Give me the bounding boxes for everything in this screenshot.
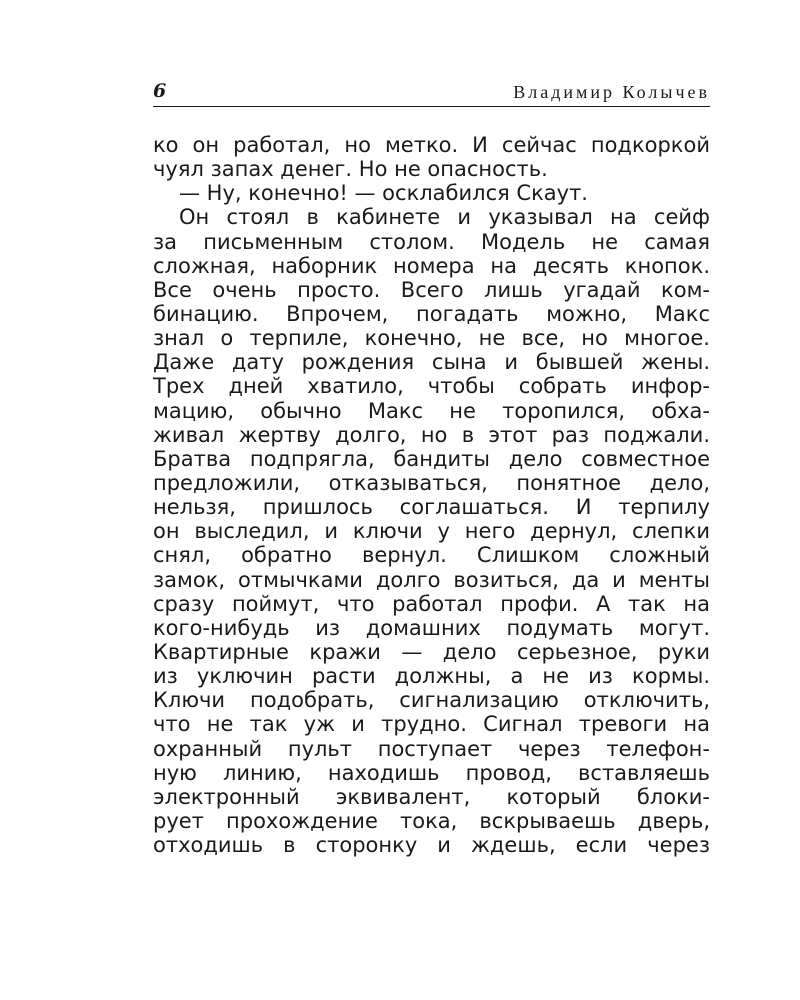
running-head [153, 80, 710, 106]
text-line: ко он работал, но метко. И сейчас подкоркой [153, 133, 710, 157]
text-line: сложная, наборник номера на десять кнопок. [153, 253, 710, 278]
text-line: он выследил, и ключи у него дернул, слепки [153, 519, 710, 544]
text-line: Все очень просто. Всего лишь угадай ком- [153, 277, 710, 302]
text-line: живал жертву долго, но в этот раз поджали. [153, 422, 710, 447]
paragraph [153, 133, 710, 181]
text-line: охранный пульт поступает через телефон- [153, 736, 710, 761]
text-line: знал о терпиле, конечно, не все, но многое. [153, 326, 710, 351]
text-line: сразу поймут, что работал профи. А так на [153, 591, 710, 616]
header-rule [153, 106, 710, 107]
text-line: Трех дней хватило, чтобы собрать инфор- [153, 374, 710, 399]
text-line: кого-нибудь из домашних подумать могут. [153, 615, 710, 640]
text-line: Братва подпрягла, бандиты дело совместное [153, 446, 710, 471]
text-line: нельзя, пришлось соглашаться. И терпилу [153, 495, 710, 520]
text-line: Ключи подобрать, сигнализацию отключить, [153, 688, 710, 713]
text-line: за письменным столом. Модель не самая [153, 229, 710, 254]
text-line: отходишь в сторонку и ждешь, если через [153, 833, 710, 858]
text-line: замок, отмычками долго возиться, да и менты [153, 567, 710, 592]
text-line: ную линию, находишь провод, вставляешь [153, 760, 710, 785]
text-line: — Ну, конечно! — осклабился Скаут. [179, 181, 588, 206]
text-line: предложили, отказываться, понятное дело, [153, 470, 710, 495]
text-line: электронный эквивалент, который блоки- [153, 784, 710, 809]
text-line: бинацию. Впрочем, погадать можно, Макс [153, 301, 710, 326]
text-line: Квартирные кражи — дело серьезное, руки [153, 639, 710, 664]
text-line: чуял запах денег. Но не опасность. [153, 157, 548, 182]
page-number: 6 [153, 80, 167, 102]
paragraph [153, 181, 710, 205]
text-line: снял, обратно вернул. Слишком сложный [153, 543, 710, 568]
text-line: Он стоял в кабинете и указывал на сейф [179, 205, 710, 230]
book-author: Владимир Колычев [513, 82, 710, 102]
text-line: Даже дату рождения сына и бывшей жены. [153, 350, 710, 375]
text-line: из уключин расти должны, а не из кормы. [153, 664, 710, 689]
body-text [153, 133, 710, 857]
text-line: мацию, обычно Макс не торопился, обха- [153, 398, 710, 423]
text-line: что не так уж и трудно. Сигнал тревоги на [153, 712, 710, 737]
paragraph [153, 205, 710, 857]
text-line: рует прохождение тока, вскрываешь дверь, [153, 808, 710, 833]
